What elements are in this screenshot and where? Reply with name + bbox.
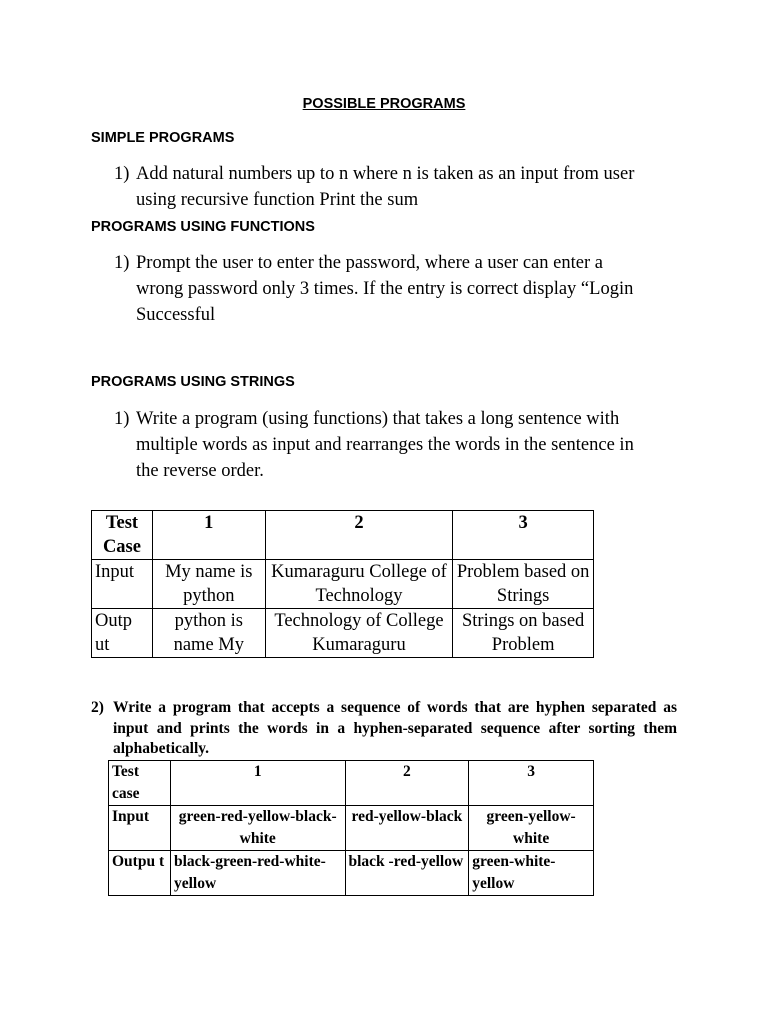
table-cell: Kumaraguru College of Technology — [265, 560, 453, 609]
table-header-cell: 1 — [152, 511, 265, 560]
table-header-cell: 3 — [469, 761, 594, 806]
table-cell: My name is python — [152, 560, 265, 609]
table-row — [109, 806, 594, 851]
table-cell: black -red-yellow — [345, 851, 469, 896]
question-text: Write a program that accepts a sequence of words that are hyphen separated as input and prints the words in a hyphen-separated sequence after sorting them alphabetically. — [113, 699, 677, 757]
table-row — [92, 609, 594, 658]
table-cell: green-white-yellow — [469, 851, 594, 896]
question-number: 1) — [114, 409, 130, 429]
table-cell: black-green-red-white-yellow — [170, 851, 345, 896]
table-cell: red-yellow-black — [345, 806, 469, 851]
table-cell: Strings on based Problem — [453, 609, 594, 658]
table-cell: Outpu t — [109, 851, 171, 896]
question-simple-1 — [114, 161, 734, 213]
table-header-cell: 1 — [170, 761, 345, 806]
question-text: Add natural numbers up to n where n is taken as an input from user using recursive function Print the sum — [136, 164, 635, 210]
table-row — [109, 851, 594, 896]
section-heading-strings: PROGRAMS USING STRINGS — [91, 374, 295, 390]
question-number: 1) — [114, 253, 130, 273]
question-number: 2) — [91, 699, 104, 716]
table-header-row — [92, 511, 594, 560]
page-title: POSSIBLE PROGRAMS — [302, 96, 466, 112]
table-cell: green-yellow-white — [469, 806, 594, 851]
table-cell: Technology of College Kumaraguru — [265, 609, 453, 658]
table-cell: Input — [92, 560, 153, 609]
table-cell: Input — [109, 806, 171, 851]
table-cell: green-red-yellow-black-white — [170, 806, 345, 851]
table-row — [92, 560, 594, 609]
table-cell: python is name My — [152, 609, 265, 658]
question-functions-1 — [114, 250, 734, 328]
section-heading-simple-programs: SIMPLE PROGRAMS — [91, 130, 235, 146]
table-header-cell: Test Case — [92, 511, 153, 560]
table-header-cell: 3 — [453, 511, 594, 560]
question-number: 1) — [114, 164, 130, 184]
question-2 — [91, 698, 677, 760]
table-header-cell: 2 — [265, 511, 453, 560]
question-text: Write a program (using functions) that takes a long sentence with multiple words as input and rearranges the words in the sentence in the reverse order. — [136, 409, 634, 481]
table-header-row — [109, 761, 594, 806]
question-text: Prompt the user to enter the password, where a user can enter a wrong password only 3 times. If the entry is correct display “Login Successful — [136, 253, 634, 325]
question-strings-1 — [114, 406, 734, 484]
section-heading-functions: PROGRAMS USING FUNCTIONS — [91, 219, 315, 235]
test-case-table-2 — [108, 760, 594, 896]
table-header-cell: Test case — [109, 761, 171, 806]
table-header-cell: 2 — [345, 761, 469, 806]
test-case-table-1 — [91, 510, 594, 658]
table-cell: Outp ut — [92, 609, 153, 658]
table-cell: Problem based on Strings — [453, 560, 594, 609]
